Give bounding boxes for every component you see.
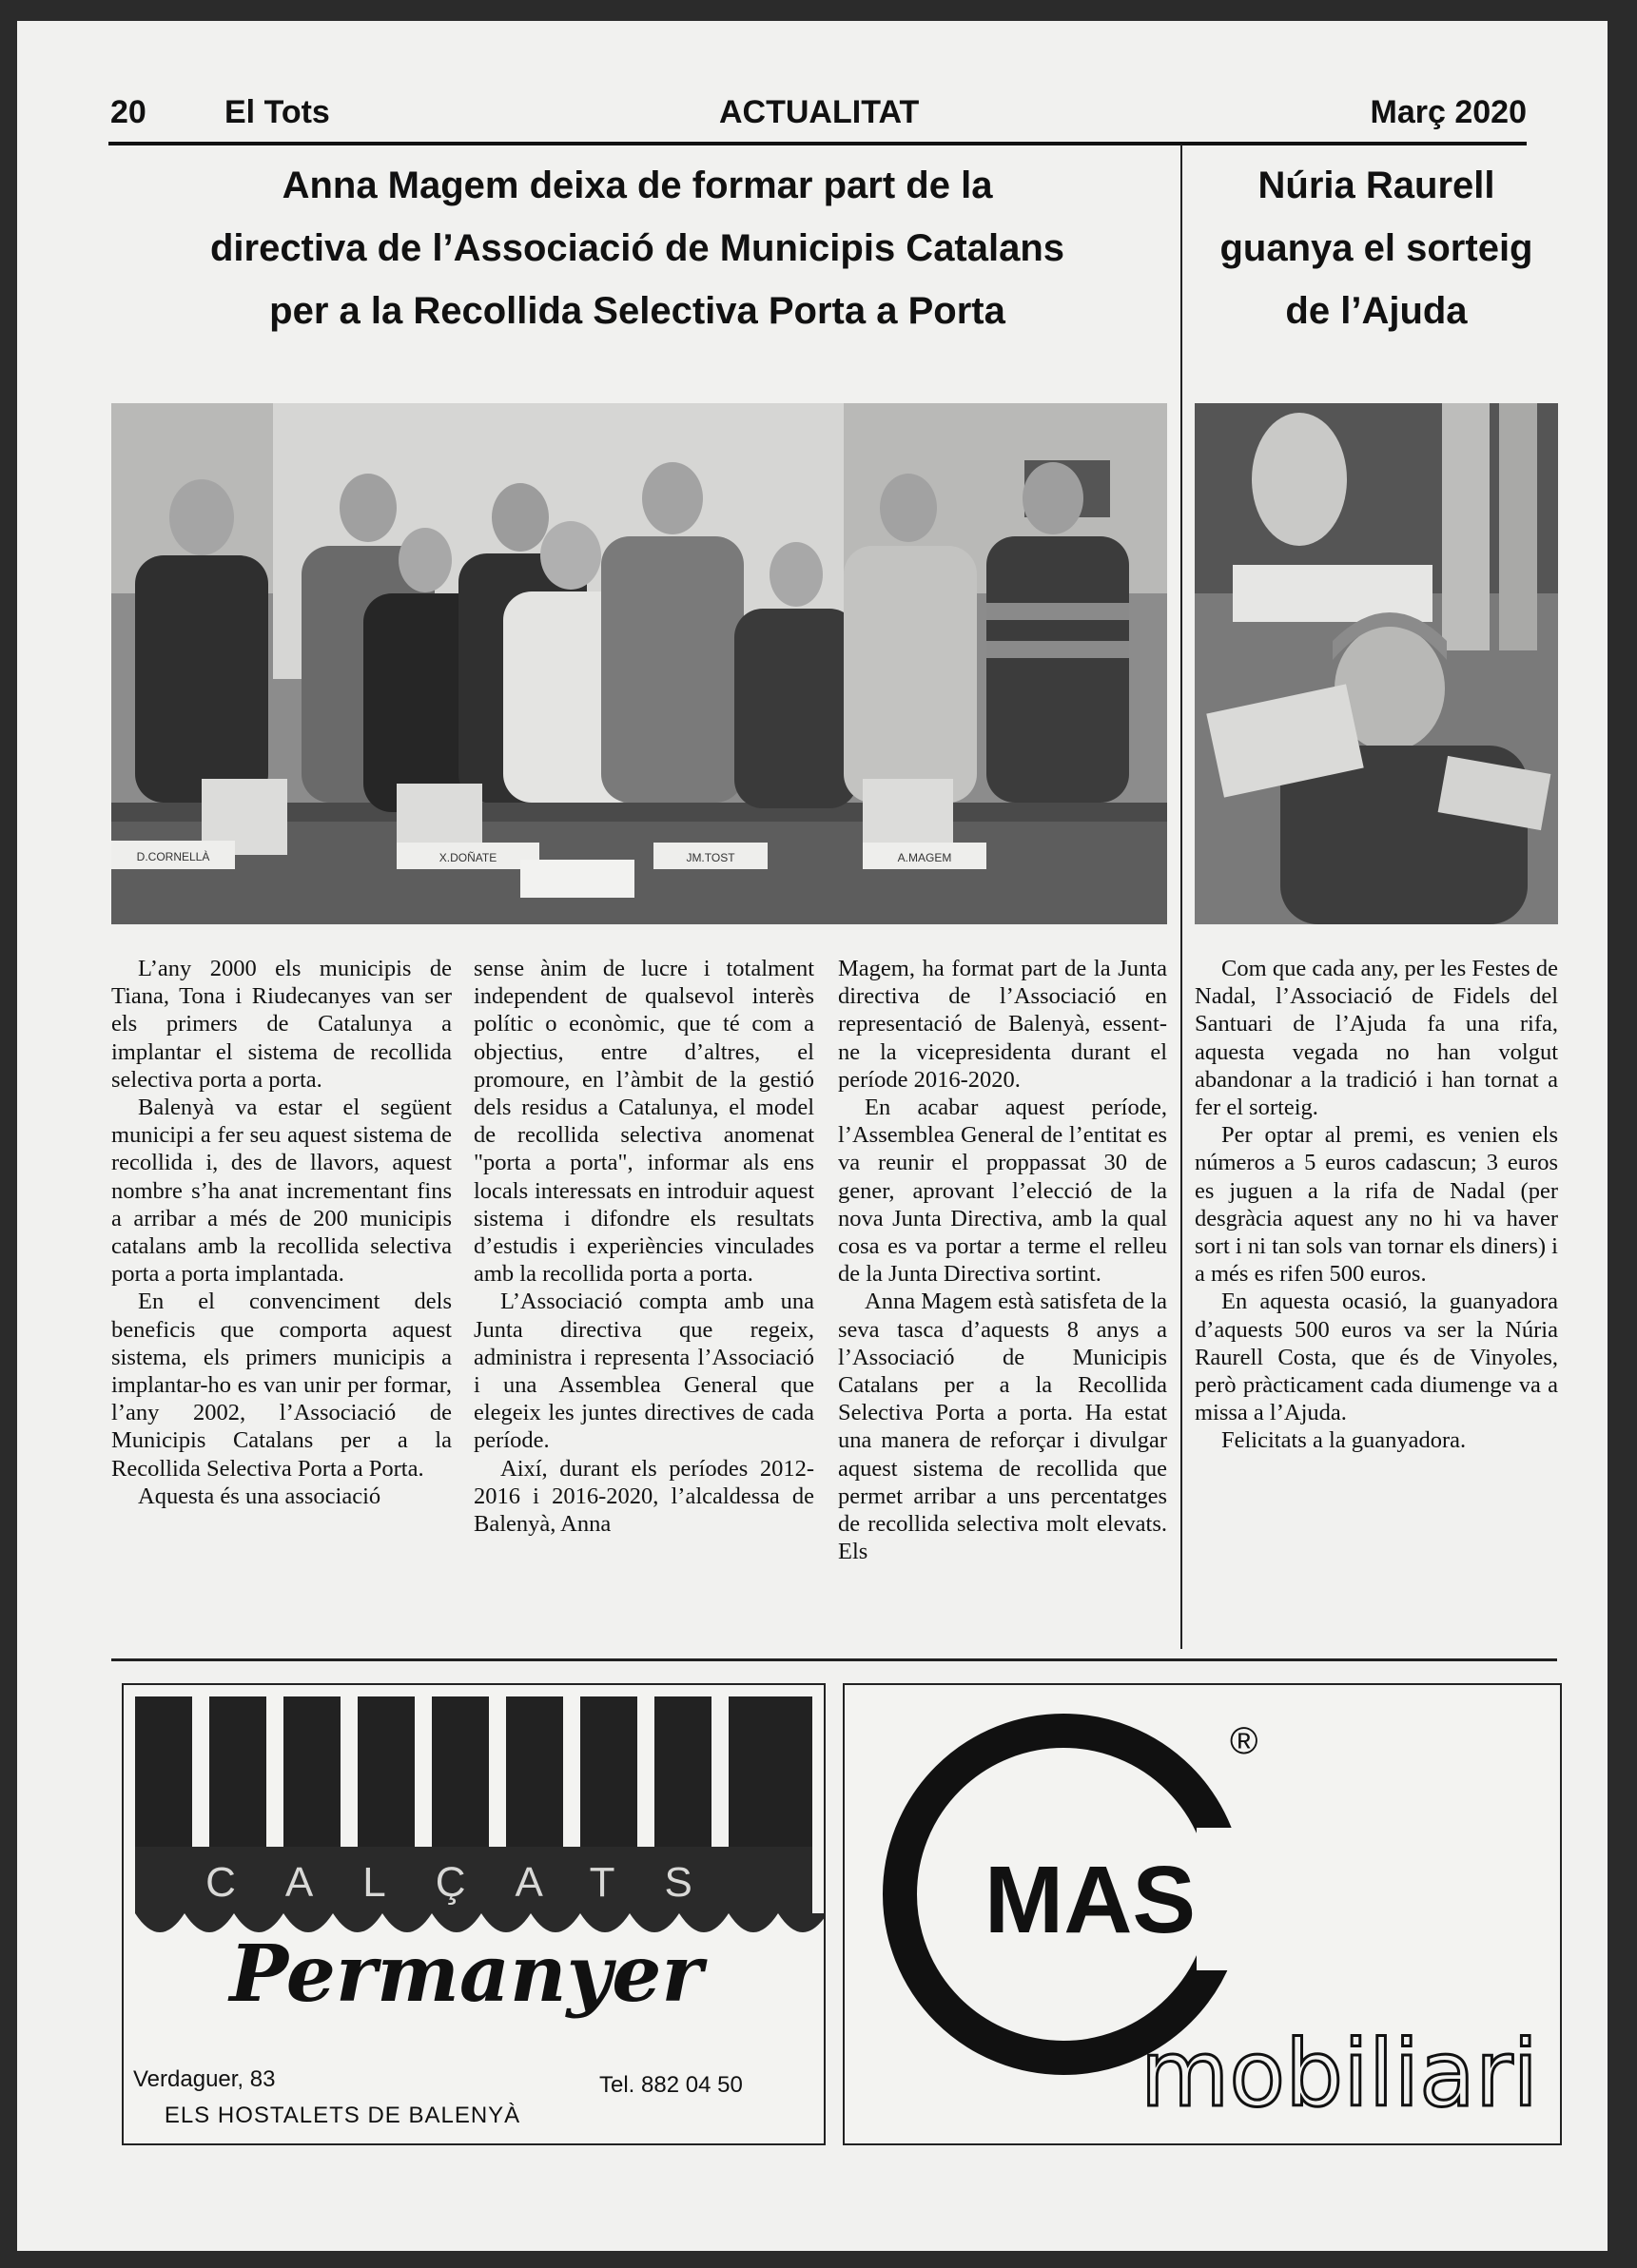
- main-headline: [108, 154, 1166, 342]
- shop-address: Verdaguer, 83: [133, 2066, 276, 2092]
- paragraph: L’any 2000 els municipis de Tiana, Tona i Riudecanyes van ser els primers de Catalunya a implantar el sistema de recollida selectiva porta a porta.: [111, 956, 452, 1093]
- article-column-2: [474, 955, 814, 1538]
- paragraph: En acabar aquest període, l’Assemblea General de l’entitat es va reunir el proppassat 30 de gener, aprovant l’elecció de la nova Junta Directiva, amb la qual cosa es va portar a terme el relleu de la Junta Directiva sortint.: [838, 1095, 1167, 1288]
- brand-name: Permanyer: [229, 1929, 703, 2020]
- article-column-1: [111, 955, 452, 1510]
- paragraph: L’Associació compta amb una Junta directiva que regeix, administra i representa l’Associació i una Assemblea General que elegeix les juntes directives de cada període.: [474, 1289, 814, 1454]
- brand-subtitle: mobiliari: [1140, 2021, 1539, 2127]
- place-card: JM.TOST: [686, 851, 735, 864]
- headline-line: de l’Ajuda: [1285, 290, 1468, 332]
- ads-separator: [111, 1658, 1557, 1661]
- headline-line: Núria Raurell: [1257, 165, 1495, 206]
- paragraph: Magem, ha format part de la Junta directiva de l’Associació en representació de Balenyà, essent-ne la vicepresidenta durant el període 2016-2020.: [838, 956, 1167, 1093]
- shop-phone: Tel. 882 04 50: [599, 2072, 743, 2098]
- paragraph: Aquesta és una associació: [138, 1483, 381, 1509]
- issue-date: Març 2020: [1370, 94, 1527, 130]
- place-card: A.MAGEM: [897, 851, 952, 864]
- ad-mas-artwork: [845, 1685, 1560, 2143]
- headline-line: per a la Recollida Selectiva Porta a Porta: [269, 290, 1005, 332]
- ad-permanyer-artwork: [124, 1685, 824, 2143]
- ad-mas-mobiliari: [843, 1683, 1562, 2145]
- paragraph: sense ànim de lucre i totalment independent de qualsevol interès polític o econòmic, que té com a objectius, entre d’altres, el promoure, en l’àmbit de la gestió dels residus a Catalunya, el model de recollida selectiva anomenat "porta a porta", informar als ens locals interessats en introduir aquest sistema i difondre els resultats d’estudis i experiències vinculades amb la recollida porta a porta.: [474, 956, 814, 1288]
- winner-photo-illustration: [1195, 403, 1558, 924]
- page-number: 20: [110, 94, 146, 130]
- section-name: ACTUALITAT: [719, 94, 920, 130]
- headline-line: guanya el sorteig: [1219, 227, 1533, 269]
- ad-calcats-permanyer: [122, 1683, 826, 2145]
- place-card: D.CORNELLÀ: [136, 850, 210, 863]
- newspaper-page: [17, 21, 1608, 2251]
- column-divider: [1180, 145, 1182, 1649]
- paragraph: Felicitats a la guanyadora.: [1221, 1427, 1467, 1454]
- headline-line: Anna Magem deixa de formar part de la: [282, 165, 993, 206]
- shop-town: ELS HOSTALETS DE BALENYÀ: [164, 2103, 521, 2128]
- registered-mark: ®: [1230, 1720, 1258, 1762]
- paragraph: Així, durant els períodes 2012-2016 i 2016-2020, l’alcaldessa de Balenyà, Anna: [474, 1455, 814, 1538]
- brand-logo-text: MAS: [984, 1847, 1197, 1953]
- paragraph: Balenyà va estar el següent municipi a fer seu aquest sistema de recollida i, des de llavors, aquest nombre s’ha anat incrementant fins a arribar a més de 200 municipis catalans amb la recollida selectiva porta a porta implantada.: [111, 1095, 452, 1288]
- paragraph: En aquesta ocasió, la guanyadora d’aquests 500 euros va ser la Núria Raurell Costa, que és de Vinyoles, però pràcticament cada diumenge va a missa a l’Ajuda.: [1195, 1289, 1558, 1426]
- paragraph: Per optar al premi, es venien els números a 5 euros cadascun; 3 euros es juguen a la rifa de Nadal (per desgràcia aquest any no hi va haver sort i ni tan sols van tornar els diners) i a més es rifen 500 euros.: [1195, 1122, 1558, 1288]
- paragraph: Anna Magem està satisfeta de la seva tasca d’aquests 8 anys a l’Associació de Municipis Catalans per a la Recollida Selectiva Porta a porta. Ha estat una manera de reforçar i divulgar aquest sistema de recollida que permet arribar a uns percentatges de recollida selectiva molt elevats. Els: [838, 1289, 1167, 1565]
- place-card: X.DOÑATE: [438, 851, 497, 864]
- header-rule: [108, 142, 1527, 145]
- side-headline: [1195, 154, 1558, 342]
- paragraph: Com que cada any, per les Festes de Nadal, l’Associació de Fidels del Santuari de l’Ajuda fa una rifa, aquesta vegada no han volgut abandonar a la tradició i han tornat a fer el sorteig.: [1195, 956, 1558, 1121]
- paragraph: En el convenciment dels beneficis que comporta aquest sistema, els primers municipis a implantar-ho es van unir per formar, l’any 2002, l’Associació de Municipis Catalans per a la Recollida Selectiva Porta a Porta.: [111, 1289, 452, 1482]
- article-column-3: [838, 955, 1167, 1565]
- winner-photo: [1195, 403, 1558, 924]
- side-article-body: [1195, 955, 1558, 1455]
- group-photo: [111, 403, 1167, 924]
- group-photo-illustration: [111, 403, 1167, 924]
- headline-line: directiva de l’Associació de Municipis Catalans: [209, 227, 1065, 269]
- awning-text: CALÇATS: [205, 1859, 742, 1906]
- publication-name: El Tots: [224, 94, 330, 130]
